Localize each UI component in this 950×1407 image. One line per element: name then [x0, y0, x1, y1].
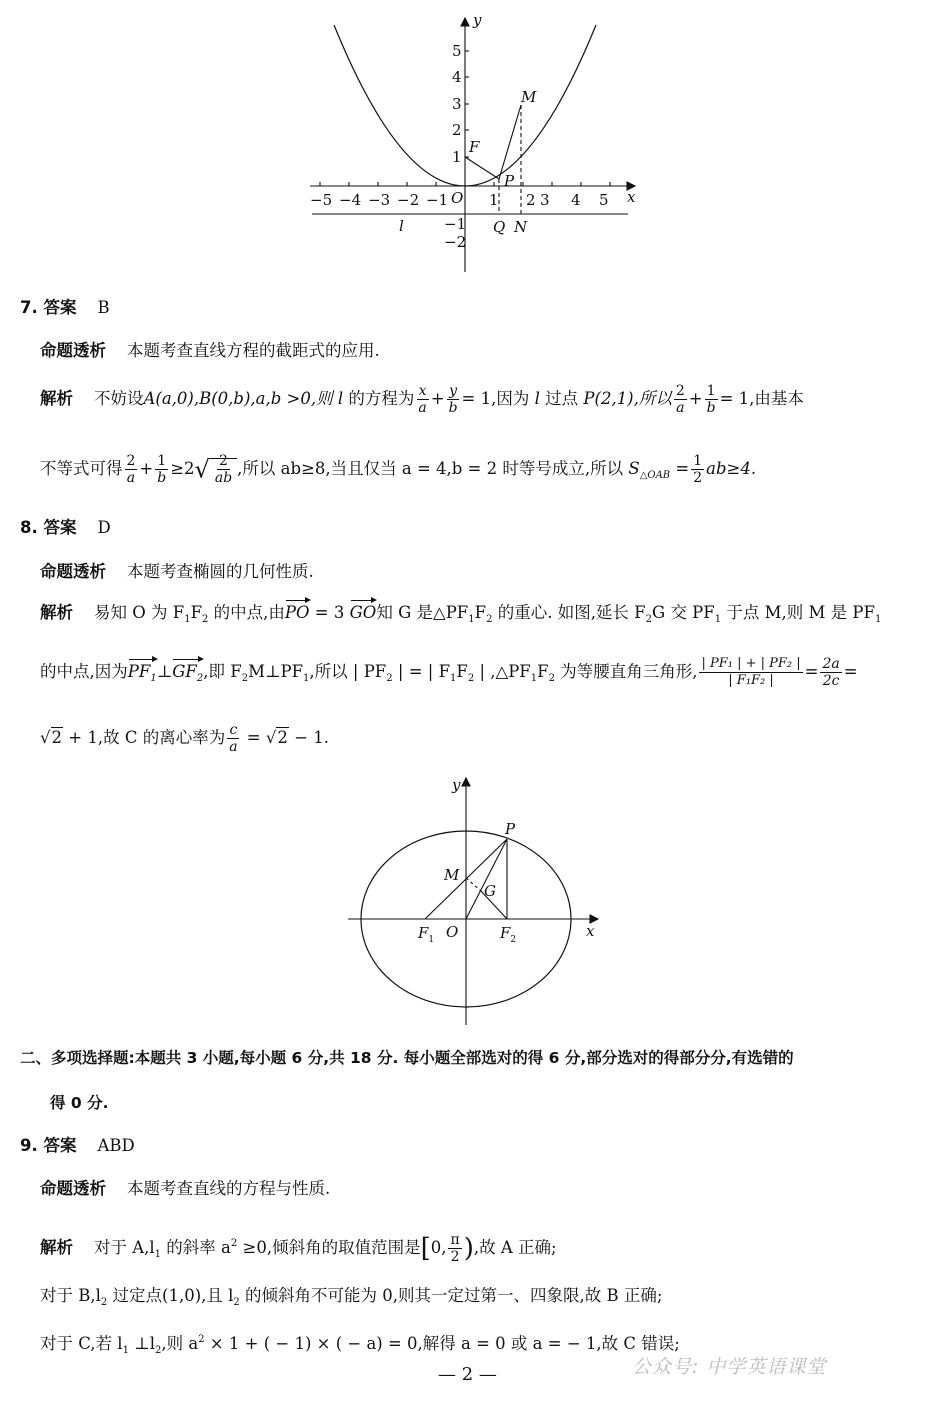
- point-label-P: P: [504, 172, 515, 190]
- vector-GF2: $GF_2$: [172, 661, 203, 690]
- text: +: [139, 459, 154, 478]
- q7-analysis-title: 命题透析: [40, 341, 106, 360]
- fraction: $\frac{x}{a}$: [418, 383, 427, 416]
- point-label-M: M: [521, 88, 537, 106]
- vector-PF1: $PF_1$: [128, 661, 157, 690]
- section2-heading-cont: 得 0 分.: [50, 1094, 109, 1112]
- text: ≥2: [170, 459, 195, 478]
- fraction: $\frac{y}{b}$: [448, 383, 458, 416]
- fraction: $\frac{c}{a}$: [229, 722, 238, 755]
- y-tick-label: −2: [444, 233, 467, 251]
- text: P(2,1),所以: [583, 389, 672, 408]
- q9-answer: ABD: [97, 1136, 135, 1155]
- fraction: $\frac{2a}{2c}$: [822, 656, 840, 689]
- q8-answer-label: 8. 答案: [20, 518, 77, 537]
- y-axis-label: y: [473, 11, 482, 29]
- y-tick-label: 5: [452, 42, 462, 60]
- q8-answer-line: [20, 517, 111, 539]
- point-label-F: F: [469, 138, 480, 156]
- point-label-N: N: [514, 218, 528, 236]
- point-label-F2: $F_2$: [500, 924, 517, 945]
- text: +: [430, 389, 445, 408]
- directrix-label-l: l: [399, 217, 404, 235]
- fraction: $\frac{\text{| PF₁ | + | PF₂ |}}{\text{| F₁F₂ |}}$: [701, 656, 801, 688]
- y-tick-label: 1: [452, 148, 462, 166]
- q7-analysis-text: 本题考查直线方程的截距式的应用.: [126, 341, 380, 360]
- fraction: $\frac{1}{b}$: [706, 383, 716, 416]
- q9-answer-line: [20, 1135, 135, 1157]
- text: 的方程为: [348, 389, 415, 408]
- parabola-figure: [300, 10, 650, 280]
- point-label-M: M: [444, 866, 460, 884]
- y-tick-label: 2: [452, 121, 462, 139]
- page-number: — 2 —: [438, 1364, 497, 1385]
- text: S: [628, 459, 640, 478]
- fraction: $\frac{\pi}{2}$: [450, 1232, 460, 1265]
- y-axis-label: y: [452, 776, 461, 794]
- x-tick-label: 4: [571, 191, 581, 209]
- q8-analysis: [40, 561, 314, 583]
- q7-analysis: [40, 340, 380, 362]
- x-tick-label: 3: [540, 191, 550, 209]
- q7-answer: B: [97, 298, 110, 317]
- x-tick-label: −4: [339, 191, 362, 209]
- fraction: $\frac{1}{2}$: [693, 453, 703, 486]
- q8-solution-line2: 的中点,因为$PF_1\perp GF_2$,即 $F_2M\perp PF_1$,所以 | $PF_2$ | = | $F_1F_2$ | $,\triangle PF_1F_2$ 为等腰直角三角形, $\frac{\text{| PF₁ | + | PF₂ |}}{\text{| F₁F₂ |}}$ = $\frac{2a}{2c}$ =: [40, 656, 858, 689]
- ellipse-figure: [340, 770, 610, 1030]
- q8-answer: D: [97, 518, 111, 537]
- section2-heading: 二、多项选择题:本题共 3 小题,每小题 6 分,共 18 分. 每小题全部选对的得 6 分,部分选对的得部分分,有选错的: [20, 1049, 794, 1067]
- x-tick-label: −1: [426, 191, 449, 209]
- q9-answer-label: 9. 答案: [20, 1136, 77, 1155]
- point-label-F1: $F_1$: [418, 924, 435, 945]
- point-label-O: O: [446, 923, 459, 941]
- x-axis-label: x: [586, 922, 595, 940]
- q8-analysis-text: 本题考查椭圆的几何性质.: [126, 562, 314, 581]
- q9-analysis: [40, 1178, 330, 1200]
- q9-line2: 对于 $B,l_2$ 过定点(1,0),且 $l_2$ 的倾斜角不可能为 0,则其一定过第一、四象限,故 B 正确;: [40, 1286, 663, 1308]
- x-tick-label: −2: [397, 191, 420, 209]
- q7-solution-title: 解析: [40, 389, 73, 408]
- q8-solution-title: 解析: [40, 603, 73, 622]
- vector-PO: PO: [284, 603, 310, 622]
- x-tick-label: −5: [310, 191, 333, 209]
- x-tick-label: −3: [368, 191, 391, 209]
- dashed-MG: [466, 878, 481, 891]
- text: =: [675, 459, 690, 478]
- q9-analysis-text: 本题考查直线的方程与性质.: [126, 1179, 331, 1198]
- x-tick-label: 2: [526, 191, 536, 209]
- point-label-Q: Q: [493, 218, 506, 236]
- q7-answer-label: 7. 答案: [20, 298, 77, 317]
- segment-PO: [466, 839, 507, 919]
- vector-GO: GO: [349, 603, 377, 622]
- point-label-P: P: [505, 820, 516, 838]
- fraction: $\frac{1}{b}$: [157, 453, 167, 486]
- text: = 1,由基本: [719, 389, 804, 408]
- q7-solution-line2: 不等式可得 $\frac{2}{a}$ + $\frac{1}{b}$ ≥2√ $\frac{2}{ab}$ ,所以 ab≥8,当且仅当 a = 4,b = 2 时等号成立,所以 $S_{\triangle OAB}$ = $\frac{1}{2}$ ab≥4.: [40, 453, 757, 486]
- subscript: △OAB: [639, 470, 671, 481]
- text: l: [337, 389, 344, 408]
- q8-analysis-title: 命题透析: [40, 562, 106, 581]
- text: l: [534, 389, 540, 408]
- point-label-G: G: [484, 882, 496, 900]
- text: = 1,因为: [461, 389, 530, 408]
- q8-solution-line3: √2 + 1,故 C 的离心率为 $\frac{c}{a}$ = √2 − 1.: [40, 722, 329, 755]
- point-label-O: O: [451, 189, 464, 207]
- y-tick-label: −1: [444, 215, 467, 233]
- x-axis-label: x: [627, 188, 636, 206]
- x-tick-label: 1: [489, 191, 499, 209]
- text: 过点: [545, 389, 579, 408]
- q9-solution-line1: 解析 对于 $A,l_1$ 的斜率 $a^2 \ge 0$,倾斜角的取值范围是[0, $\frac{\pi}{2}$ ),故 A 正确;: [40, 1232, 557, 1265]
- fraction: $\frac{2}{a}$: [675, 383, 685, 416]
- q9-analysis-title: 命题透析: [40, 1179, 106, 1198]
- text: 不等式可得: [40, 459, 123, 478]
- q9-solution-title: 解析: [40, 1238, 73, 1257]
- q9-line3: 对于 C,若 $l_1$ $\perp l_2$,则 $a^2 \times 1$ + ( − 1) × ( − a) = 0,解得 a = 0 或 a = − 1,故 C 错误;: [40, 1334, 680, 1356]
- text: ab≥4.: [706, 459, 757, 478]
- text: ,所以 ab≥8,当且仅当 a = 4,b = 2 时等号成立,所以: [237, 459, 624, 478]
- fraction: $\frac{2}{a}$: [126, 453, 136, 486]
- text: A(a,0),B(0,b),a,b >0,则: [143, 389, 333, 408]
- q7-solution-line1: 解析 不妨设A(a,0),B(0,b),a,b >0,则 l 的方程为 $\frac{x}{a}$ + $\frac{y}{b}$ = 1,因为 l 过点 P(2,1),所以 $\frac{2}{a}$ + $\frac{1}{b}$ = 1,由基本: [40, 383, 804, 416]
- square-root: $\frac{2}{ab}$: [210, 458, 237, 478]
- y-tick-label: 3: [452, 95, 462, 113]
- watermark-text: 公众号: 中学英语课堂: [632, 1356, 827, 1378]
- y-tick-label: 4: [452, 68, 462, 86]
- q8-solution-line1: 解析 易知 O 为 $F_1F_2$ 的中点,由PO = 3 GO知 G 是$\triangle PF_1F_2$ 的重心. 如图,延长 $F_2G$ 交 $PF_1$ 于点 M,则 M 是 $PF_1$: [40, 603, 882, 625]
- text: 不妨设: [93, 389, 144, 408]
- q7-answer-line: [20, 297, 110, 319]
- x-tick-label: 5: [599, 191, 609, 209]
